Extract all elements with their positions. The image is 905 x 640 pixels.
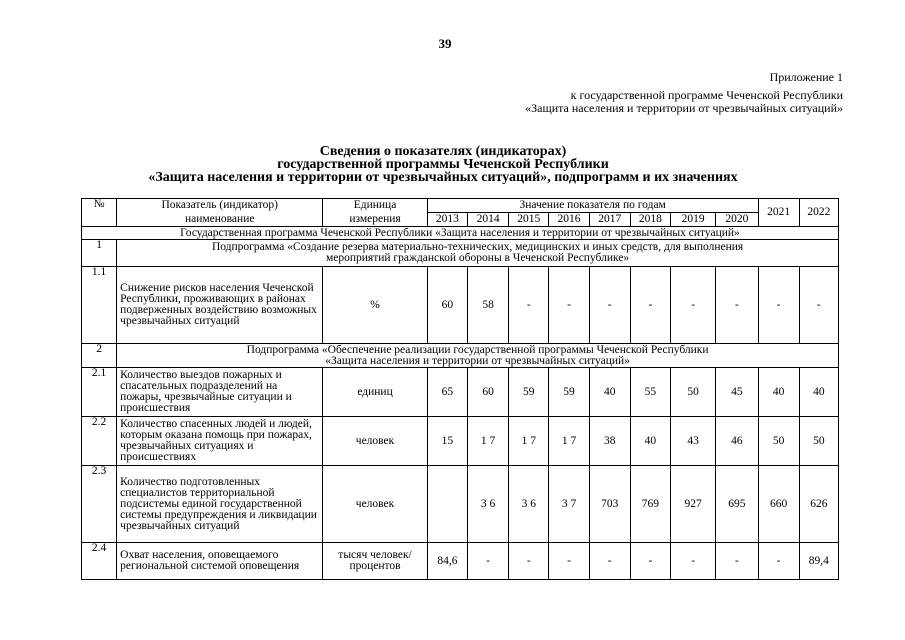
header-year: 2020 [716, 213, 758, 227]
value-cell: 38 [589, 417, 630, 466]
header-indicator-name: наименование [117, 213, 323, 227]
value-cell: 40 [630, 417, 670, 466]
header-num: № [82, 199, 117, 227]
value-cell: 60 [427, 267, 467, 344]
row-number: 2.4 [82, 543, 117, 580]
table-body [82, 199, 839, 580]
indicators-table [81, 198, 839, 580]
value-cell: 50 [671, 368, 716, 417]
unit-cell [323, 543, 428, 580]
subprogram-title-line1: Подпрограмма «Обеспечение реализации государственной программы Чеченской Республики [246, 343, 709, 356]
row-number: 2.3 [82, 466, 117, 543]
unit-cell: % [323, 267, 428, 344]
header-year: 2014 [468, 213, 509, 227]
appendix-line2: «Защита населения и территории от чрезвычайных ситуаций» [525, 101, 843, 115]
value-cell: - [509, 267, 549, 344]
value-cell: - [630, 267, 670, 344]
document-title-line1: Сведения о показателях (индикаторах) [319, 144, 567, 159]
value-cell: - [671, 267, 716, 344]
value-cell: 50 [799, 417, 838, 466]
appendix-line1: к государственной программе Чеченской Республики [570, 88, 843, 102]
header-unit: Единица [323, 199, 428, 213]
unit-cell: человек [323, 466, 428, 543]
value-cell: - [549, 267, 589, 344]
value-cell: - [799, 267, 838, 344]
indicator-name: Количество подготовленных специалистов территориальной подсистемы единой государственной системы предупреждения и ликвидации чрезвычайных ситуаций [117, 466, 323, 543]
value-cell: - [630, 543, 670, 580]
value-cell: 43 [671, 417, 716, 466]
row-number: 1.1 [82, 267, 117, 344]
value-cell: 60 [468, 368, 509, 417]
value-cell: 59 [509, 368, 549, 417]
value-cell: 3 6 [468, 466, 509, 543]
value-cell: - [589, 267, 630, 344]
document-title-line3: «Защита населения и территории от чрезвычайных ситуаций», подпрограмм и их значениях [148, 170, 738, 185]
value-cell: 15 [427, 417, 467, 466]
value-cell: 40 [799, 368, 838, 417]
value-cell: 59 [549, 368, 589, 417]
subprogram-row [82, 240, 839, 267]
value-cell: - [758, 267, 799, 344]
subprogram-title [117, 344, 839, 368]
value-cell: 46 [716, 417, 758, 466]
row-number: 2.1 [82, 368, 117, 417]
header-year: 2016 [549, 213, 589, 227]
value-cell: 660 [758, 466, 799, 543]
value-cell: 1 7 [468, 417, 509, 466]
value-cell: 45 [716, 368, 758, 417]
header-year: 2013 [427, 213, 467, 227]
value-cell: 769 [630, 466, 670, 543]
value-cell: - [758, 543, 799, 580]
row-number: 1 [82, 240, 117, 267]
header-year: 2022 [799, 199, 838, 227]
value-cell: 40 [758, 368, 799, 417]
table-row [82, 368, 839, 417]
value-cell: 3 6 [509, 466, 549, 543]
indicator-name: Охват населения, оповещаемого региональной системой оповещения [117, 543, 323, 580]
value-cell: 50 [758, 417, 799, 466]
header-indicator: Показатель (индикатор) [117, 199, 323, 213]
program-title: Государственная программа Чеченской Республики «Защита населения и территории от чрезвычайных ситуаций» [82, 227, 839, 240]
header-year: 2021 [758, 199, 799, 227]
value-cell: 703 [589, 466, 630, 543]
subprogram-title-line2: «Защита населения и территории от чрезвычайных ситуаций» [325, 354, 630, 367]
row-number: 2 [82, 344, 117, 368]
unit-cell: единиц [323, 368, 428, 417]
indicator-name: Снижение рисков населения Чеченской Республики, проживающих в районах подверженных воздействию возможных чрезвычайных ситуаций [117, 267, 323, 344]
document-title-line2: государственной программы Чеченской Республики [277, 157, 609, 172]
appendix-title: Приложение 1 [769, 70, 843, 84]
value-cell: - [549, 543, 589, 580]
indicator-name: Количество выездов пожарных и спасательных подразделений на пожары, чрезвычайные ситуации и происшествия [117, 368, 323, 417]
value-cell: 927 [671, 466, 716, 543]
value-cell: 3 7 [549, 466, 589, 543]
value-cell: 626 [799, 466, 838, 543]
value-cell: 40 [589, 368, 630, 417]
subprogram-title-line1: Подпрограмма «Создание резерва материально-технических, медицинских и иных средств, для выполнения [211, 241, 744, 253]
unit-line2: процентов [349, 560, 401, 572]
header-unit-measure: измерения [323, 213, 428, 227]
value-cell: 84,6 [427, 543, 467, 580]
unit-line1: тысяч человек/ [338, 549, 412, 561]
header-year: 2018 [630, 213, 670, 227]
subprogram-title [117, 240, 839, 267]
program-row [82, 227, 839, 240]
table-row [82, 543, 839, 580]
value-cell: 1 7 [509, 417, 549, 466]
value-cell: 65 [427, 368, 467, 417]
header-year: 2019 [671, 213, 716, 227]
header-row-1 [82, 199, 839, 213]
header-year: 2015 [509, 213, 549, 227]
value-cell: - [468, 543, 509, 580]
table-row [82, 417, 839, 466]
value-cell [427, 466, 467, 543]
unit-cell: человек [323, 417, 428, 466]
table-row [82, 267, 839, 344]
subprogram-title-line2: мероприятий гражданской обороны в Чеченской Республике» [325, 252, 630, 264]
value-cell: 89,4 [799, 543, 838, 580]
page-number: 39 [438, 36, 452, 51]
value-cell: - [509, 543, 549, 580]
value-cell: - [671, 543, 716, 580]
subprogram-row [82, 344, 839, 368]
value-cell: 55 [630, 368, 670, 417]
header-row-2 [82, 213, 839, 227]
document-title [0, 145, 886, 184]
value-cell: - [589, 543, 630, 580]
header-values-by-year: Значение показателя по годам [427, 199, 758, 213]
value-cell: 695 [716, 466, 758, 543]
value-cell: 1 7 [549, 417, 589, 466]
value-cell: - [716, 267, 758, 344]
value-cell: 58 [468, 267, 509, 344]
header-year: 2017 [589, 213, 630, 227]
indicator-name: Количество спасенных людей и людей, которым оказана помощь при пожарах, чрезвычайных ситуациях и происшествиях [117, 417, 323, 466]
value-cell: - [716, 543, 758, 580]
table-row [82, 466, 839, 543]
row-number: 2.2 [82, 417, 117, 466]
